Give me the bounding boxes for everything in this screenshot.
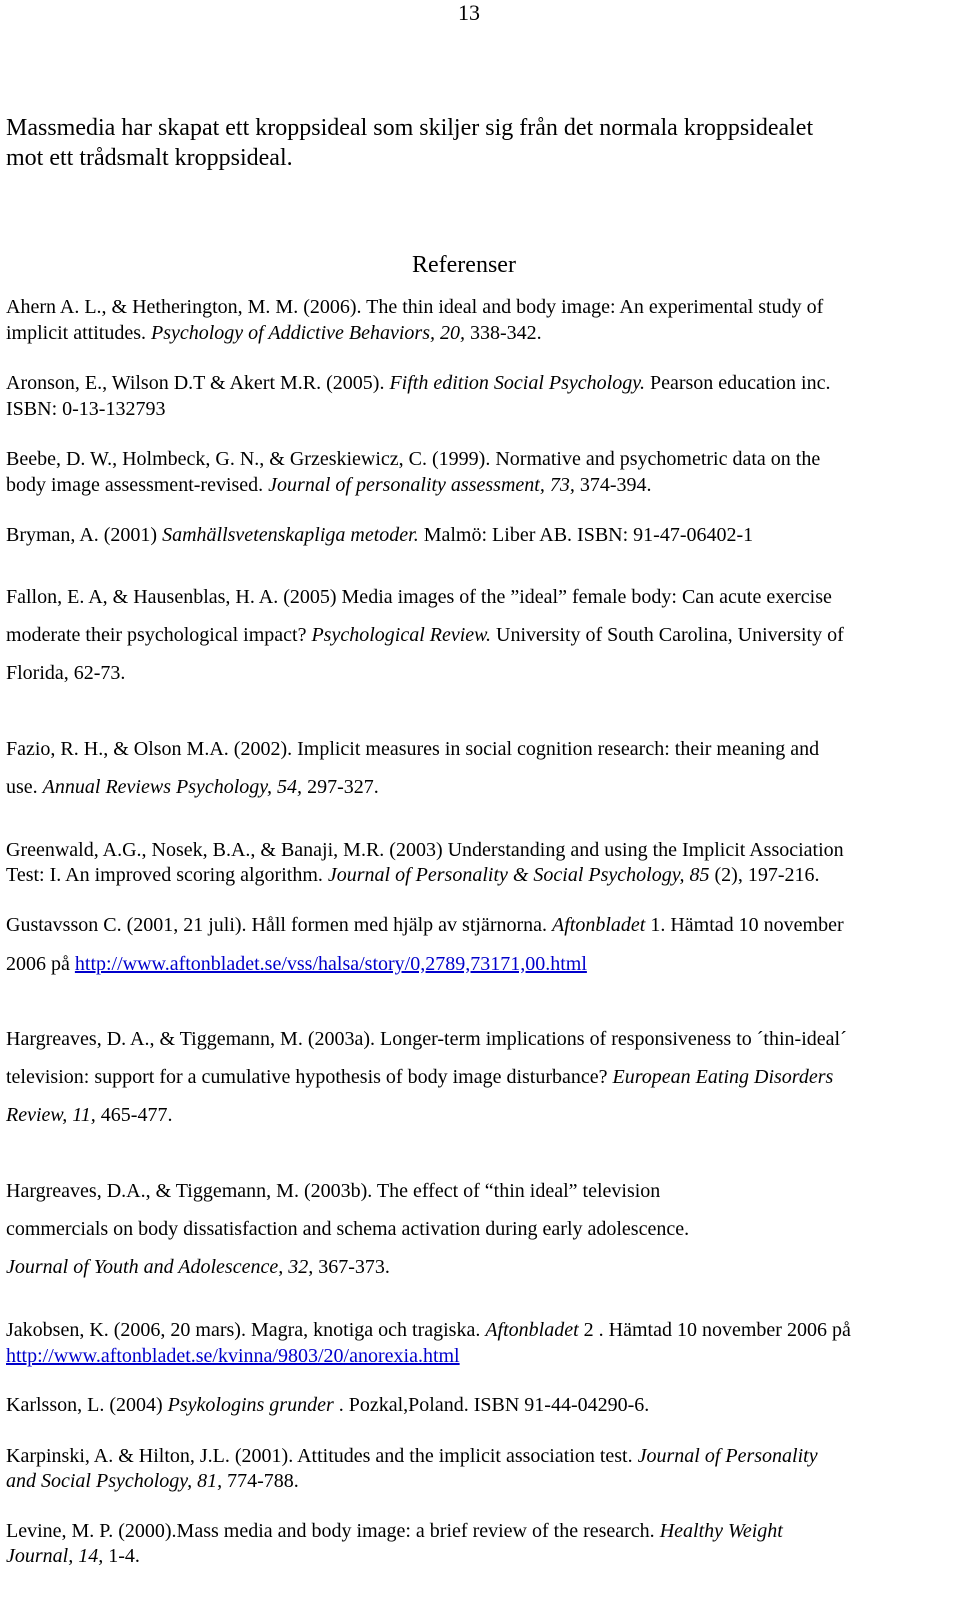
reference-beebe <box>6 448 820 471</box>
reference-hargreaves-a <box>6 1028 847 1051</box>
book-title: Psykologins grunder <box>167 1394 334 1416</box>
ref-text: Beebe, D. W., Holmbeck, G. N., & Grzeskiewicz, C. (1999). Normative and psychometric data on the <box>6 448 821 470</box>
ref-text: Levine, M. P. (2000).Mass media and body image: a brief review of the research. <box>6 1520 660 1542</box>
journal-title: Journal of Personality & Social Psychology, 85 <box>327 864 710 886</box>
ref-text: Fazio, R. H., & Olson M.A. (2002). Implicit measures in social cognition research: their meaning and <box>6 738 820 760</box>
ref-text: (2), 197-216. <box>709 864 820 886</box>
reference-fazio-cont <box>6 776 379 799</box>
ref-text: Florida, 62-73. <box>6 662 126 684</box>
journal-title: Journal, 14, <box>6 1545 104 1567</box>
ref-text: implicit attitudes. <box>6 322 151 344</box>
journal-title: Psychological Review. <box>311 624 492 646</box>
intro-line: Massmedia har skapat ett kroppsideal som skiljer sig från det normala kroppsidealet <box>6 115 814 141</box>
journal-title: Journal of personality assessment, 73, <box>268 474 575 496</box>
journal-title: European Eating Disorders <box>612 1066 834 1088</box>
reference-hargreaves-b-journal <box>6 1256 390 1279</box>
ref-text: Test: I. An improved scoring algorithm. <box>6 864 328 886</box>
ref-text: 2006 på <box>6 953 75 975</box>
ref-text: Malmö: Liber AB. ISBN: 91-47-06402-1 <box>418 524 754 546</box>
ref-text: University of South Carolina, University of <box>491 624 844 646</box>
ref-text: commercials on body dissatisfaction and schema activation during early adolescence. <box>6 1218 690 1240</box>
reference-gustavsson-cont <box>6 953 587 976</box>
reference-beebe-cont <box>6 474 652 497</box>
reference-karpinski-cont <box>6 1470 299 1493</box>
ref-text: 1. Hämtad 10 november <box>645 914 844 936</box>
reference-hargreaves-b <box>6 1180 660 1203</box>
reference-hargreaves-a-cont <box>6 1066 833 1089</box>
ref-text: 374-394. <box>574 474 652 496</box>
ref-text: use. <box>6 776 43 798</box>
ref-text: . Pozkal,Poland. ISBN 91-44-04290-6. <box>333 1394 650 1416</box>
journal-title: Healthy Weight <box>659 1520 783 1542</box>
journal-title: Aftonbladet <box>552 914 646 936</box>
url-link[interactable]: http://www.aftonbladet.se/kvinna/9803/20/anorexia.html <box>6 1345 460 1367</box>
reference-jakobsen-url <box>6 1345 460 1368</box>
reference-aronson <box>6 372 830 395</box>
ref-text: ISBN: 0-13-132793 <box>6 398 166 420</box>
ref-text: Karpinski, A. & Hilton, J.L. (2001). Attitudes and the implicit association test. <box>6 1445 638 1467</box>
reference-jakobsen <box>6 1319 851 1342</box>
ref-text: television: support for a cumulative hypothesis of body image disturbance? <box>6 1066 613 1088</box>
ref-text: Aronson, E., Wilson D.T & Akert M.R. (2005). <box>6 372 390 394</box>
ref-text: Gustavsson C. (2001, 21 juli). Håll formen med hjälp av stjärnorna. <box>6 914 553 936</box>
reference-karlsson <box>6 1394 649 1417</box>
ref-text: Fallon, E. A, & Hausenblas, H. A. (2005) Media images of the ”ideal” female body: Can acute exercise <box>6 586 832 608</box>
ref-text: Greenwald, A.G., Nosek, B.A., & Banaji, M.R. (2003) Understanding and using the Implicit Association <box>6 839 844 861</box>
reference-fallon <box>6 586 832 609</box>
ref-text: Jakobsen, K. (2006, 20 mars). Magra, knotiga och tragiska. <box>6 1319 486 1341</box>
journal-title: Review, 11, <box>6 1104 96 1126</box>
journal-title: Psychology of Addictive Behaviors, 20, <box>150 322 465 344</box>
reference-levine <box>6 1520 783 1543</box>
reference-karpinski <box>6 1445 818 1468</box>
journal-title: Journal of Personality <box>637 1445 818 1467</box>
reference-levine-cont <box>6 1545 140 1568</box>
reference-hargreaves-a-pages <box>6 1104 172 1127</box>
journal-title: Aftonbladet <box>485 1319 579 1341</box>
ref-text: Bryman, A. (2001) <box>6 524 163 546</box>
reference-fallon-pages <box>6 662 125 685</box>
ref-text: 774-788. <box>222 1470 299 1492</box>
reference-greenwald <box>6 839 844 862</box>
url-link[interactable]: http://www.aftonbladet.se/vss/halsa/story/0,2789,73171,00.html <box>74 953 587 975</box>
reference-hargreaves-b-cont <box>6 1218 689 1241</box>
reference-greenwald-cont <box>6 864 820 887</box>
ref-text: 338-342. <box>464 322 542 344</box>
ref-text: Hargreaves, D.A., & Tiggemann, M. (2003b). The effect of “thin ideal” television <box>6 1180 661 1202</box>
ref-text: Karlsson, L. (2004) <box>6 1394 168 1416</box>
ref-text: moderate their psychological impact? <box>6 624 312 646</box>
ref-text: Hargreaves, D. A., & Tiggemann, M. (2003a). Longer-term implications of responsiveness to ´thin-ideal´ <box>6 1028 847 1050</box>
page-number: 13 <box>458 0 480 25</box>
section-heading: Referenser <box>412 252 516 278</box>
book-title: Fifth edition Social Psychology. <box>389 372 645 394</box>
ref-text: body image assessment-revised. <box>6 474 269 496</box>
ref-text: 297-327. <box>302 776 379 798</box>
journal-title: Annual Reviews Psychology, 54, <box>42 776 303 798</box>
journal-title: and Social Psychology, 81, <box>6 1470 223 1492</box>
reference-ahern-cont <box>6 322 542 345</box>
reference-fallon-cont <box>6 624 844 647</box>
ref-text: 1-4. <box>103 1545 140 1567</box>
book-title: Samhällsvetenskapliga metoder. <box>162 524 419 546</box>
journal-title: Journal of Youth and Adolescence, 32, <box>6 1256 314 1278</box>
reference-gustavsson <box>6 914 844 937</box>
ref-text: 465-477. <box>95 1104 173 1126</box>
ref-text: Ahern A. L., & Hetherington, M. M. (2006). The thin ideal and body image: An experimental study of <box>6 296 824 318</box>
ref-text: 2 . Hämtad 10 november 2006 på <box>578 1319 851 1341</box>
ref-text: Pearson education inc. <box>644 372 831 394</box>
intro-line: mot ett trådsmalt kroppsideal. <box>6 145 293 171</box>
reference-bryman <box>6 524 753 547</box>
reference-aronson-isbn <box>6 398 165 421</box>
ref-text: 367-373. <box>313 1256 390 1278</box>
reference-fazio <box>6 738 819 761</box>
reference-ahern <box>6 296 823 319</box>
